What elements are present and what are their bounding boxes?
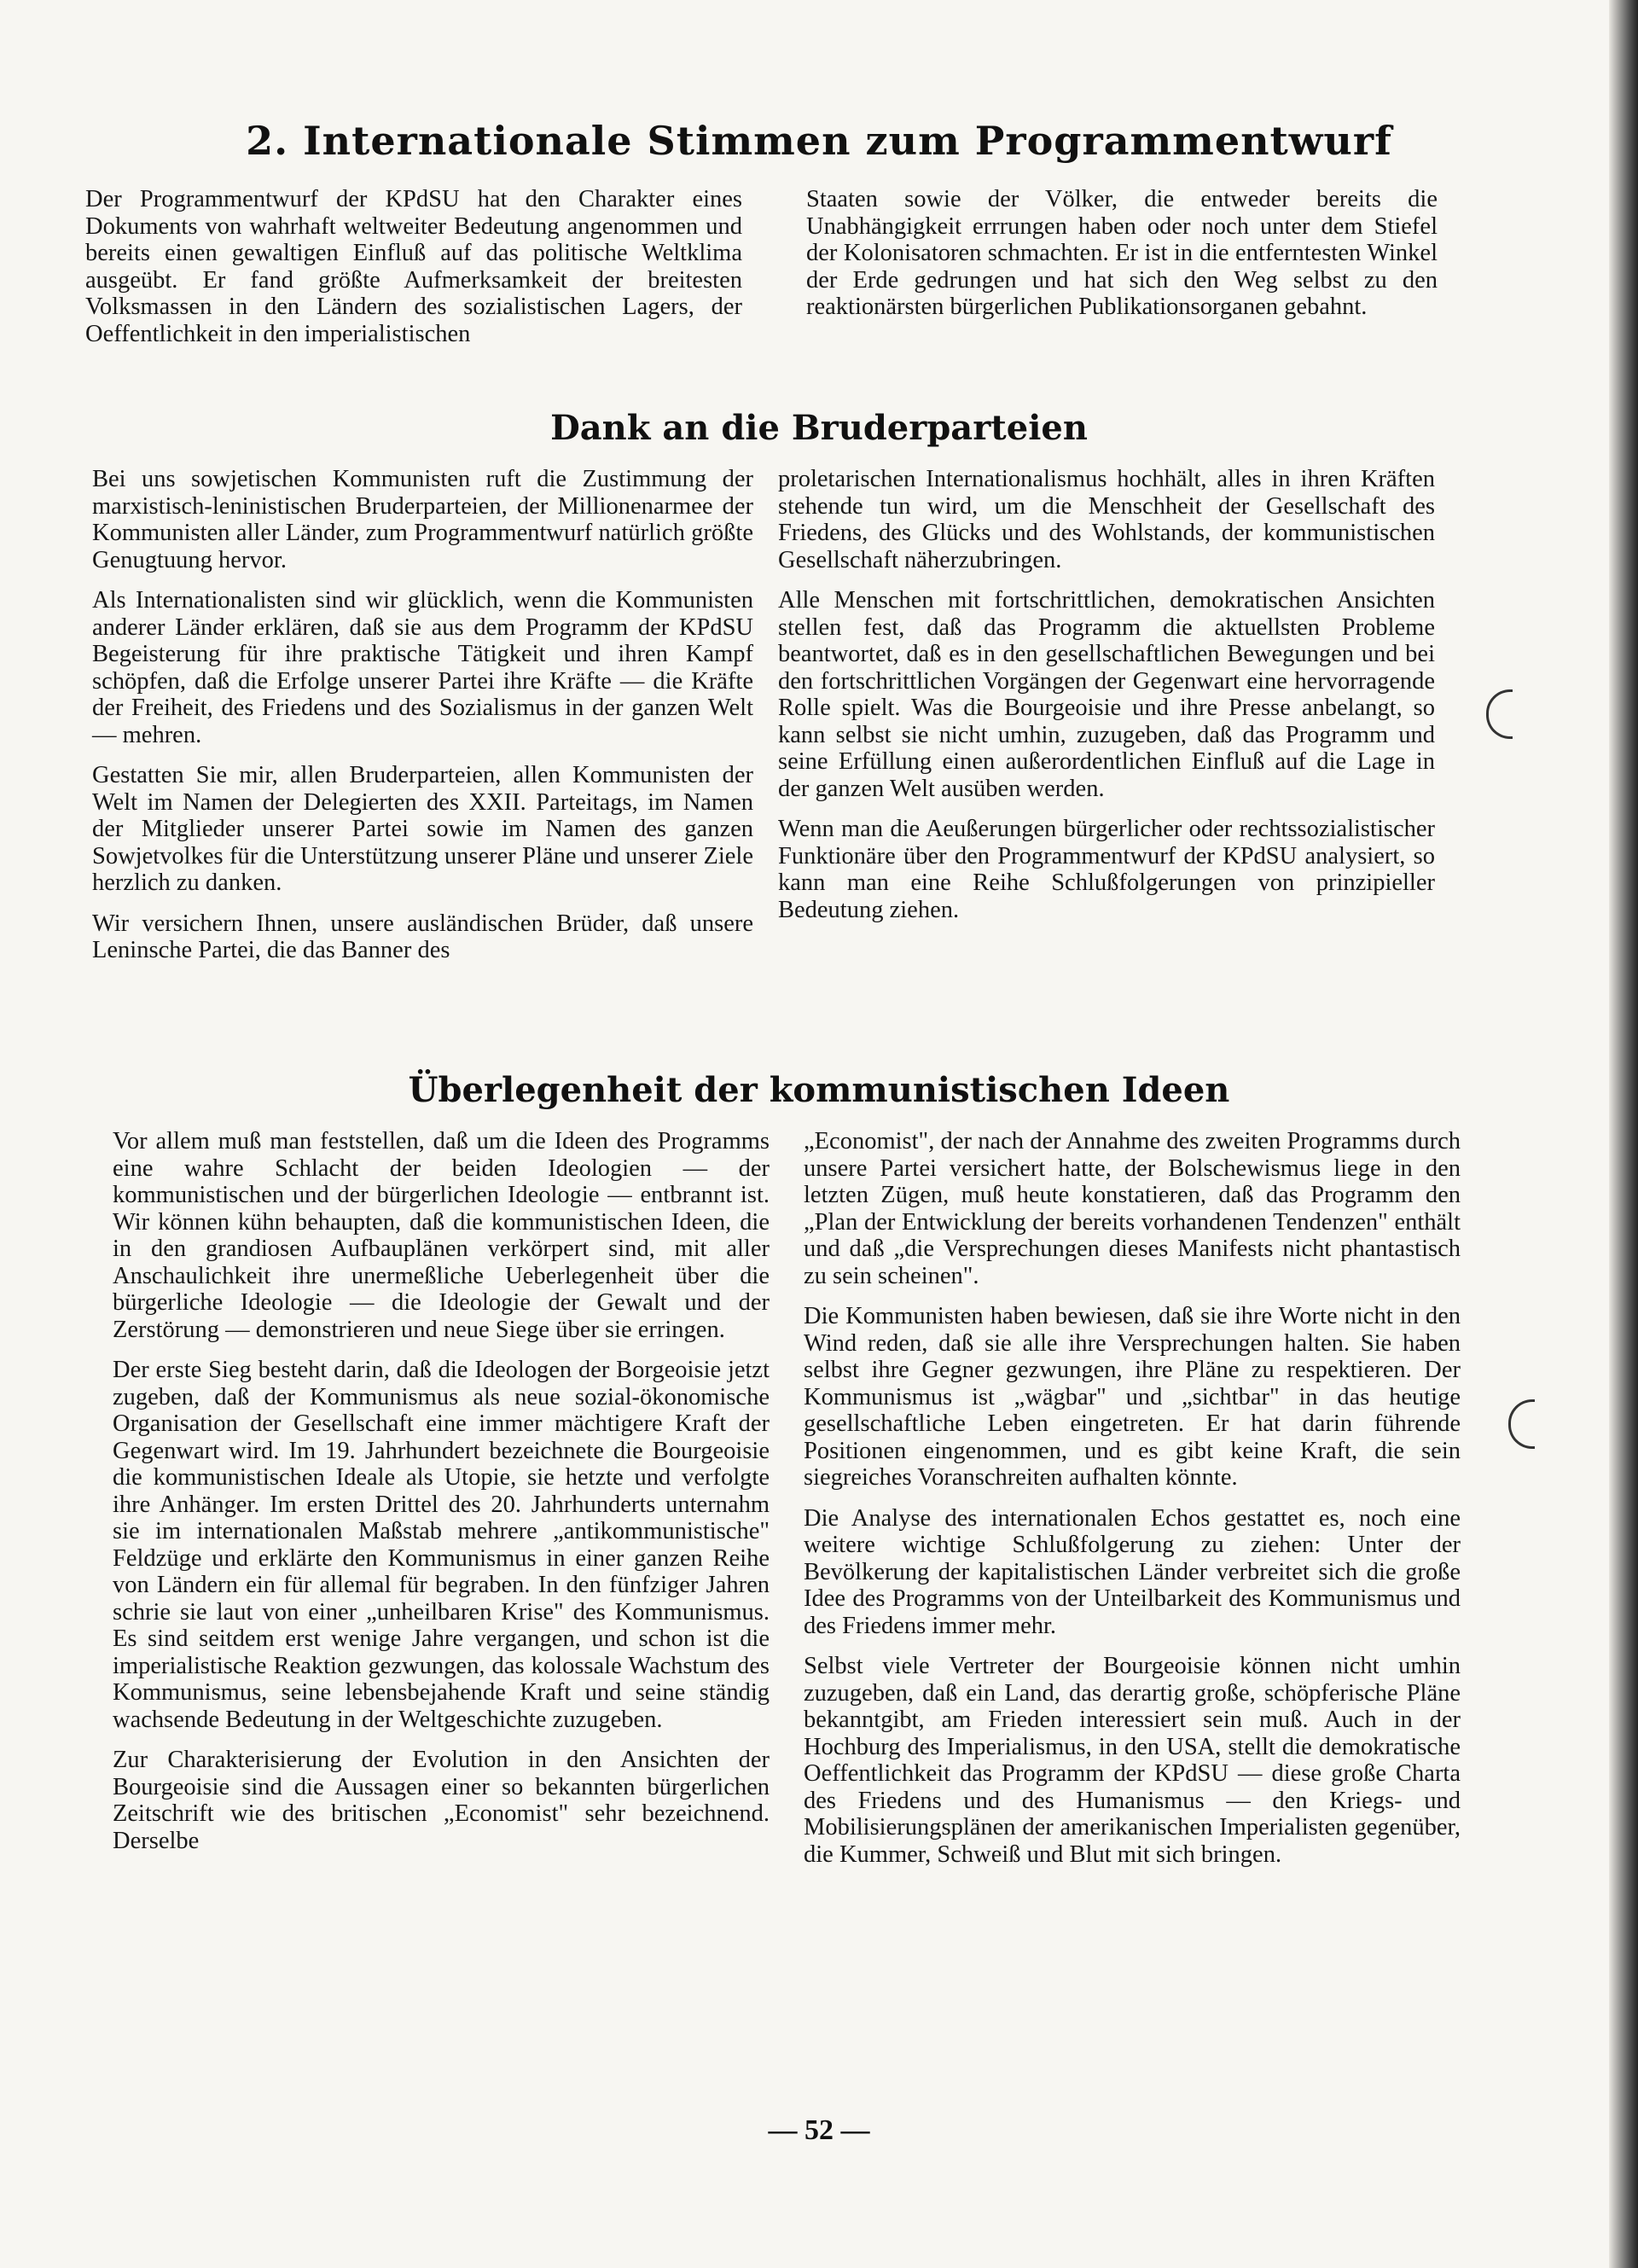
paragraph: Der Programmentwurf der KPdSU hat den Charakter eines Dokuments von wahrhaft weltweiter Bedeutung angenommen und bereits einen gewaltigen Einfluß auf das politische Weltklima ausgeübt. Er fand größte Aufmerksamkeit der breitesten Volksmassen in den Ländern des sozialistischen Lagers, der Oeffentlichkeit in den imperialistischen (85, 186, 742, 347)
ueber-left-column (113, 1128, 770, 1868)
section-heading-dank: Dank an die Bruderparteien (550, 408, 1088, 448)
margin-mark (1486, 689, 1513, 739)
paragraph: Der erste Sieg besteht darin, daß die Ideologen der Borgeoisie jetzt zugeben, daß der Kommunismus als neue sozial-ökonomische Organisation der Gesellschaft eine immer mächtigere Kraft der Gegenwart wird. Im 19. Jahrhundert bezeichnete die Bourgeoisie die kommunistischen Ideale als Utopie, sie hetzte und verfolgte ihre Anhänger. Im ersten Drittel des 20. Jahrhunderts unternahm sie im internationalen Maßstab mehrere „antikommunistische" Feldzüge und erklärte den Kommunismus in einer ganzen Reihe von Ländern ein für allemal für begraben. In den fünfziger Jahren schrie sie laut von einer „unheilbaren Krise" des Kommunismus. Es sind seitdem erst wenige Jahre vergangen, und schon ist die imperialistische Reaktion gezwungen, das kolossale Wachstum des Kommunismus, seine lebensbejahende Kraft und seine ständig wachsende Bedeutung in der Weltgeschichte zuzugeben. (113, 1357, 770, 1733)
page-number: — 52 — (768, 2114, 870, 2146)
paragraph: Selbst viele Vertreter der Bourgeoisie können nicht umhin zuzugeben, daß ein Land, das derartig große, schöpferische Pläne bekanntgibt, am Frieden interessiert sein muß. Auch in der Hochburg des Imperialismus, in den USA, stellt die demokratische Oeffentlichkeit das Programm der KPdSU — diese große Charta des Friedens und des Humanismus — den Kriegs- und Mobilisierungsplänen der amerikanischen Imperialisten gegenüber, die Kummer, Schweiß und Blut mit sich bringen. (804, 1653, 1461, 1868)
paragraph: Die Analyse des internationalen Echos gestattet es, noch eine weitere wichtige Schlußfolgerung zu ziehen: Unter der Bevölkerung der kapitalistischen Länder verbreitet sich die große Idee des Programms von der Unteilbarkeit des Kommunismus und des Friedens immer mehr. (804, 1504, 1461, 1639)
intro-left-column (85, 186, 742, 361)
intro-right-column (806, 186, 1438, 334)
paragraph: proletarischen Internationalismus hochhält, alles in ihren Kräften stehende tun wird, um die Menschheit der Gesellschaft des Friedens, des Glücks und des Wohlstands, der kommunistischen Gesellschaft näherzubringen. (778, 466, 1435, 573)
paragraph: Vor allem muß man feststellen, daß um die Ideen des Programms eine wahre Schlacht der beiden Ideologien — der kommunistischen und der bürgerlichen Ideologie — entbrannt ist. Wir können kühn behaupten, daß die kommunistischen Ideen, die in den grandiosen Aufbauplänen verkörpert sind, mit aller Anschaulichkeit ihre unermeßliche Ueberlegenheit über die bürgerliche Ideologie — die Ideologie der Gewalt und der Zerstörung — demonstrieren und neue Siege über sie erringen. (113, 1128, 770, 1343)
paragraph: Alle Menschen mit fortschrittlichen, demokratischen Ansichten stellen fest, daß das Programm die aktuellsten Probleme beantwortet, daß es in den gesellschaftlichen Bewegungen und bei den fortschrittlichen Vorgängen der Gegenwart eine hervorragende Rolle spielt. Was die Bourgeoisie und ihre Presse anbelangt, so kann selbst sie nicht umhin, zuzugeben, daß das Programm und seine Erfüllung einen außerordentlichen Einfluß auf die Lage in der ganzen Welt ausüben werden. (778, 587, 1435, 802)
paragraph: Wenn man die Aeußerungen bürgerlicher oder rechtssozialistischer Funktionäre über den Programmentwurf der KPdSU analysiert, so kann man eine Reihe Schlußfolgerungen von prinzipieller Bedeutung ziehen. (778, 816, 1435, 923)
section-heading-ueberlegenheit: Überlegenheit der kommunistischen Ideen (408, 1070, 1230, 1110)
scan-edge (1609, 0, 1638, 2268)
paragraph: Als Internationalisten sind wir glücklich, wenn die Kommunisten anderer Länder erklären, daß sie aus dem Programm der KPdSU Begeisterung für ihre praktische Tätigkeit und ihren Kampf schöpfen, daß die Erfolge unserer Partei ihre Kräfte — die Kräfte der Freiheit, des Friedens und des Sozialismus in der ganzen Welt — mehren. (92, 587, 753, 748)
section-heading-main: 2. Internationale Stimmen zum Programmentwurf (246, 118, 1392, 164)
paragraph: Bei uns sowjetischen Kommunisten ruft die Zustimmung der marxistisch-leninistischen Bruderparteien, der Millionenarmee der Kommunisten aller Länder, zum Programmentwurf natürlich größte Genugtuung hervor. (92, 466, 753, 573)
paragraph: Wir versichern Ihnen, unsere ausländischen Brüder, daß unsere Leninsche Partei, die das Banner des (92, 910, 753, 963)
margin-mark (1508, 1399, 1535, 1449)
dank-right-column (778, 466, 1435, 937)
paragraph: „Economist", der nach der Annahme des zweiten Programms durch unsere Partei versichert hatte, der Bolschewismus liege in den letzten Zügen, muß heute konstatieren, daß das Programm den „Plan der Entwicklung der bereits vorhandenen Tendenzen" enthält und daß „die Versprechungen dieses Manifests nicht phantastisch zu sein scheinen". (804, 1128, 1461, 1289)
dank-left-column (92, 466, 753, 978)
paragraph: Gestatten Sie mir, allen Bruderparteien, allen Kommunisten der Welt im Namen der Delegierten des XXII. Parteitags, im Namen der Mitglieder unserer Partei sowie im Namen des ganzen Sowjetvolkes für die Unterstützung unserer Pläne und unserer Ziele herzlich zu danken. (92, 762, 753, 896)
ueber-right-column (804, 1128, 1461, 1881)
paragraph: Die Kommunisten haben bewiesen, daß sie ihre Worte nicht in den Wind reden, daß sie alle ihre Versprechungen halten. Sie haben selbst ihre Gegner gezwungen, ihre Pläne zu respektieren. Der Kommunismus ist „wägbar" und „sichtbar" in das heutige gesellschaftliche Leben eingetreten. Er hat darin führende Positionen eingenommen, und es gibt keine Kraft, die sein siegreiches Voranschreiten aufhalten könnte. (804, 1303, 1461, 1491)
paragraph: Staaten sowie der Völker, die entweder bereits die Unabhängigkeit errrungen haben oder noch unter dem Stiefel der Kolonisatoren schmachten. Er ist in die entferntesten Winkel der Erde gedrungen und hat sich den Weg selbst zu den reaktionärsten bürgerlichen Publikationsorganen gebahnt. (806, 186, 1438, 320)
paragraph: Zur Charakterisierung der Evolution in den Ansichten der Bourgeoisie sind die Aussagen einer so bekannten bürgerlichen Zeitschrift wie des britischen „Economist" sehr bezeichnend. Derselbe (113, 1747, 770, 1854)
